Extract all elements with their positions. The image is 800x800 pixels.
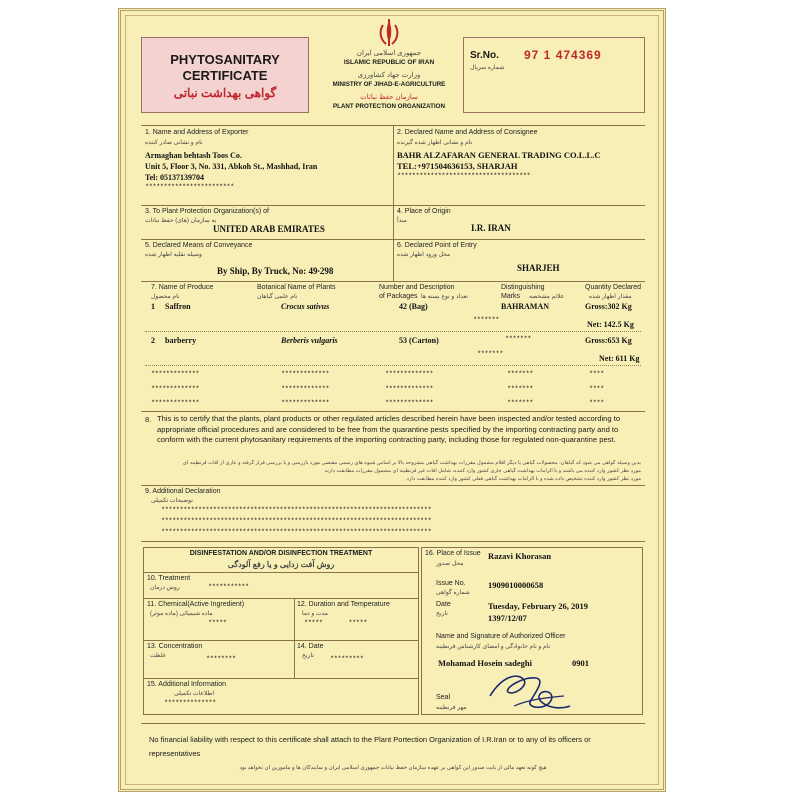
signature-icon: [484, 666, 574, 716]
origin-label: 4. Place of Origin: [397, 208, 451, 215]
title-fa: گواهی بهداشت نباتی: [173, 86, 277, 100]
treatment-box: [143, 547, 419, 715]
phytosanitary-certificate: [118, 8, 666, 792]
title-line2: CERTIFICATE: [182, 68, 268, 83]
concentration-value: ********: [206, 656, 236, 664]
additional-label: 9. Additional Declaration: [145, 488, 221, 495]
exporter-line2: Unit 5, Floor 3, No. 331, Abkoh St., Mashhad, Iran: [145, 162, 318, 171]
produce-col4-header-a: Distinguishing: [501, 284, 545, 291]
divider: [141, 281, 645, 282]
row-divider: [145, 331, 641, 332]
duration-label-fa: مدت و دما: [302, 611, 328, 617]
serial-value: 97 1 474369: [524, 48, 602, 62]
produce-row-gross: Gross:653 Kg: [585, 336, 632, 345]
additional-line: *************************************************************************: [161, 529, 432, 537]
statement-text-fa1: بدین وسیله گواهی می شود که گیاهان، محصولات گیاهی یا دیگر اقلام مشمول مقررات بهداشت گیاهی مشروحه بالا بر اساس شیوه های رسمی مقتضی مورد بازرسی و یا بررسی قرار گرفته و عاری از آفات قرنطینه ای: [182, 460, 641, 466]
issue-date-label-fa: تاریخ: [436, 611, 448, 617]
consignee-label-fa: نام و نشانی اظهار شده گیرنده: [397, 140, 473, 146]
issue-no-label: Issue No.: [436, 580, 466, 587]
issue-date-label: Date: [436, 601, 451, 608]
chemical-label-fa: ماده شیمیائی (ماده موثر): [150, 611, 213, 617]
date-value: *********: [330, 656, 364, 664]
produce-row-gross: Gross:302 Kg: [585, 302, 632, 311]
produce-row-net: Net: 142.5 Kg: [587, 320, 634, 329]
produce-col5-header-fa: مقدار اظهار شده: [589, 294, 632, 300]
divider: [141, 239, 645, 240]
produce-col2-header-fa: نام علمی گیاهان: [257, 294, 298, 300]
title-box: [141, 37, 309, 113]
produce-col3-header-b: of Packages: [379, 293, 418, 300]
produce-col1-header-fa: نام محصول: [151, 294, 180, 300]
entry-value: SHARJEH: [517, 263, 560, 273]
empty-row-stars: *************: [385, 400, 434, 408]
issue-date-value-alt: 1397/12/07: [488, 613, 527, 623]
duration-value: ***** *****: [304, 620, 367, 628]
additional-line: *************************************************************************: [161, 518, 432, 526]
conveyance-label: 5. Declared Means of Conveyance: [145, 242, 253, 249]
produce-row-marks2: *******: [477, 351, 503, 359]
ministry-block: [321, 15, 457, 125]
empty-row-stars: *************: [385, 386, 434, 394]
produce-row-num: 1: [151, 302, 155, 311]
empty-row-stars: *******: [507, 371, 533, 379]
produce-row-marks: *******: [505, 336, 531, 344]
to-org-value: UNITED ARAB EMIRATES: [213, 224, 325, 234]
additional-info-label: 15. Additional Information: [147, 681, 226, 688]
produce-row-packages: 42 (Bag): [399, 302, 428, 311]
statement-text-fa2: مورد نظر کشور وارد کننده می باشند و با الزامات بهداشت گیاهی جاری کشور وارد کننده، شامل آفات غیر قرنطینه ای مشمول مقررات مطابقت دارند: [324, 468, 641, 474]
exporter-label-fa: نام و نشانی صادر کننده: [145, 140, 203, 146]
consignee-line1: BAHR ALZAFARAN GENERAL TRADING CO.L.L.C: [397, 150, 601, 160]
produce-row-botanical: Crocus sativus: [281, 302, 330, 311]
exporter-line3: Tel: 05137139704: [145, 173, 205, 182]
concentration-label: 13. Concentration: [147, 643, 203, 650]
empty-row-stars: *************: [151, 386, 200, 394]
statement-text: This is to certify that the plants, plant products or other regulated articles described herein have been inspected and/or tested according to appropriate official procedures and are considered to be free from the quarantine pests specified by the importing contracting party and to conform with the current phytosanitary requirements of the importing contracting party, including those for regulated non-quarantine pest.: [157, 414, 621, 444]
empty-row-stars: *************: [151, 400, 200, 408]
divider: [141, 411, 645, 412]
produce-row-marks: BAHRAMAN: [501, 302, 549, 311]
ministry-fa3: سازمان حفظ نباتات: [360, 94, 418, 101]
divider: [141, 541, 645, 542]
treatment-title-fa: روش آفت زدایی و یا رفع آلودگی: [227, 560, 335, 569]
to-org-label-fa: به سازمان (های) حفظ نباتات: [145, 218, 217, 224]
consignee-label: 2. Declared Name and Address of Consignee: [397, 129, 538, 136]
empty-row-stars: ****: [589, 371, 604, 379]
produce-row-packages: 53 (Carton): [399, 336, 439, 345]
title-line1: PHYTOSANITARY: [170, 52, 280, 67]
produce-col4-header-fa: علائم مشخصه: [529, 294, 565, 300]
ministry-en2: MINISTRY OF JIHAD-E-AGRICULTURE: [332, 81, 446, 88]
place-of-issue-label: 16. Place of Issue: [425, 550, 481, 557]
produce-row-name: barberry: [165, 336, 197, 345]
ministry-en3: PLANT PROTECTION ORGANIZATION: [333, 103, 445, 110]
date-label: 14. Date: [297, 643, 324, 650]
serial-label-fa: شماره سریال: [470, 65, 505, 71]
divider: [144, 572, 418, 573]
treatment-label-fa: روش درمان: [150, 585, 180, 591]
treatment-value: ***********: [208, 584, 249, 592]
divider: [144, 598, 418, 599]
issue-no-value: 1909010000658: [488, 580, 544, 590]
statement-text-fa3: مورد نظر کشور وارد کننده تشخیص داده شده و با الزامات بهداشت گیاهی فعلی کشور وارد کننده مطابقت دارد: [406, 476, 641, 482]
conveyance-value: By Ship, By Truck, No: 49⸱298: [217, 266, 334, 276]
statement-num: 8.: [145, 415, 152, 424]
ministry-fa2: وزارت جهاد کشاورزی: [357, 72, 421, 79]
treatment-title: DISINFESTATION AND/OR DISINFECTION TREATMENT: [189, 550, 373, 557]
officer-name: Mohamad Hosein sadeghi: [438, 658, 532, 668]
exporter-line4: ************************: [145, 184, 234, 192]
officer-label-fa: نام و نام خانوادگی و امضای کارشناس قرنطینه: [436, 644, 551, 650]
to-org-label: 3. To Plant Protection Organization(s) of: [145, 208, 269, 215]
divider: [144, 640, 418, 641]
place-of-issue-value: Razavi Khorasan: [488, 551, 552, 561]
footer-text-fa: هیچ گونه تعهد مالی از بابت صدور این گواهی بر عهده سازمان حفظ نباتات جمهوری اسلامی ایران و نمایندگان ها و مأمورین آن نخواهد بود: [239, 765, 547, 771]
produce-row-net: Net: 611 Kg: [599, 354, 640, 363]
empty-row-stars: *************: [281, 400, 330, 408]
produce-col3-header-a: Number and Description: [379, 284, 455, 291]
ministry-fa1: جمهوری اسلامی ایران: [356, 50, 422, 57]
exporter-line1: Armaghan behtash Toos Co.: [145, 151, 242, 160]
empty-row-stars: *************: [281, 386, 330, 394]
empty-row-stars: *************: [385, 371, 434, 379]
empty-row-stars: *******: [507, 386, 533, 394]
serial-box: [463, 37, 645, 113]
seal-label-fa: مهر قرنطینه: [436, 705, 467, 711]
exporter-label: 1. Name and Address of Exporter: [145, 129, 249, 136]
place-of-issue-label-fa: محل صدور: [436, 561, 464, 567]
footer-text: No financial liability with respect to this certificate shall attach to the Plant Portection Organization of I.R.Iran or to any of its officers or representatives: [149, 735, 591, 758]
produce-row-botanical: Berberis vulgaris: [281, 336, 338, 345]
divider: [144, 678, 418, 679]
divider: [141, 485, 645, 486]
divider: [141, 205, 645, 206]
additional-info-value: **************: [164, 700, 216, 708]
divider: [393, 125, 394, 281]
empty-row-stars: *************: [151, 371, 200, 379]
additional-label-fa: توضیحات تکمیلی: [151, 498, 193, 504]
produce-col3-header-fa: تعداد و نوع بسته ها: [421, 294, 469, 300]
empty-row-stars: *************: [281, 371, 330, 379]
duration-label: 12. Duration and Temperature: [297, 601, 390, 608]
consignee-line3: ************************************: [397, 173, 531, 181]
officer-code: 0901: [572, 658, 589, 668]
produce-col5-header: Quantity Declared: [585, 284, 642, 291]
conveyance-label-fa: وسیله نقلیه اظهار شده: [145, 252, 202, 258]
issue-box: [421, 547, 643, 715]
produce-row-marks2: *******: [473, 317, 499, 325]
row-divider: [145, 365, 641, 366]
chemical-value: *****: [208, 620, 227, 628]
iran-emblem-icon: [376, 19, 402, 47]
additional-line: *************************************************************************: [161, 507, 432, 515]
treatment-label: 10. Treatment: [147, 575, 191, 582]
concentration-label-fa: غلظت: [150, 653, 166, 659]
consignee-line2: TEL:+971504636153, SHARJAH: [397, 161, 518, 171]
divider: [294, 598, 295, 678]
empty-row-stars: *******: [507, 400, 533, 408]
produce-col2-header: Botanical Name of Plants: [257, 284, 336, 291]
ministry-en1: ISLAMIC REPUBLIC OF IRAN: [343, 59, 435, 66]
divider: [141, 723, 645, 724]
produce-col4-header-b: Marks: [501, 293, 521, 300]
issue-date-value: Tuesday, February 26, 2019: [488, 601, 589, 611]
produce-row-num: 2: [151, 336, 155, 345]
officer-label: Name and Signature of Authorized Officer: [436, 633, 566, 640]
produce-col1-header: 7. Name of Produce: [151, 284, 214, 291]
chemical-label: 11. Chemical(Active Ingredient): [147, 601, 245, 608]
empty-row-stars: ****: [589, 386, 604, 394]
additional-info-label-fa: اطلاعات تکمیلی: [174, 691, 214, 697]
origin-value: I.R. IRAN: [471, 223, 511, 233]
date-label-fa: تاریخ: [302, 653, 314, 659]
entry-label: 6. Declared Point of Entry: [397, 242, 477, 249]
seal-label: Seal: [436, 694, 451, 701]
produce-row-name: Saffron: [165, 302, 191, 311]
origin-label-fa: مبدأ: [397, 218, 407, 224]
entry-label-fa: محل ورود اظهار شده: [397, 252, 451, 258]
issue-no-label-fa: شماره گواهی: [436, 590, 470, 596]
empty-row-stars: ****: [589, 400, 604, 408]
serial-label: Sr.No.: [470, 50, 499, 61]
